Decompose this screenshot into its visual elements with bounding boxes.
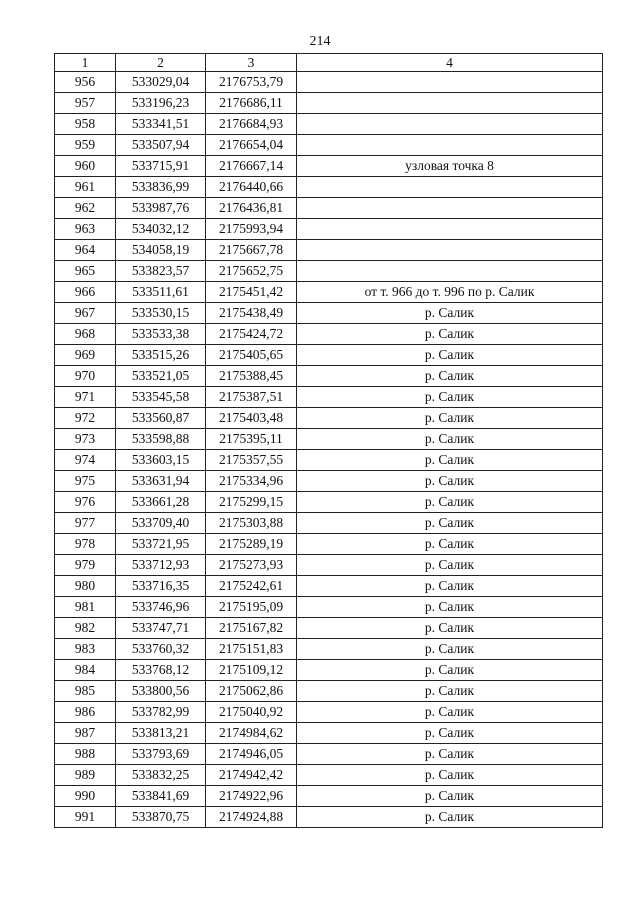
description-cell: узловая точка 8 [297, 156, 603, 177]
point-number-cell: 969 [55, 345, 116, 366]
y-coordinate-cell: 2175242,61 [206, 576, 297, 597]
y-coordinate-cell: 2175993,94 [206, 219, 297, 240]
table-row [55, 303, 603, 324]
y-coordinate-cell: 2176667,14 [206, 156, 297, 177]
point-number-cell: 959 [55, 135, 116, 156]
y-coordinate-cell: 2175334,96 [206, 471, 297, 492]
table-row [55, 660, 603, 681]
point-number-cell: 981 [55, 597, 116, 618]
y-coordinate-cell: 2174984,62 [206, 723, 297, 744]
description-cell: р. Салик [297, 471, 603, 492]
description-cell [297, 72, 603, 93]
y-coordinate-cell: 2175040,92 [206, 702, 297, 723]
table-row [55, 177, 603, 198]
table-row [55, 723, 603, 744]
point-number-cell: 967 [55, 303, 116, 324]
description-cell [297, 219, 603, 240]
y-coordinate-cell: 2175451,42 [206, 282, 297, 303]
header-cell-x-coordinate: 2 [116, 54, 206, 72]
description-cell [297, 261, 603, 282]
x-coordinate-cell: 533661,28 [116, 492, 206, 513]
point-number-cell: 988 [55, 744, 116, 765]
point-number-cell: 983 [55, 639, 116, 660]
table-header [55, 54, 603, 72]
y-coordinate-cell: 2174946,05 [206, 744, 297, 765]
table-row [55, 702, 603, 723]
x-coordinate-cell: 533709,40 [116, 513, 206, 534]
description-cell: р. Салик [297, 681, 603, 702]
y-coordinate-cell: 2176436,81 [206, 198, 297, 219]
table-row [55, 492, 603, 513]
description-cell: р. Салик [297, 807, 603, 828]
table-row [55, 786, 603, 807]
x-coordinate-cell: 533747,71 [116, 618, 206, 639]
x-coordinate-cell: 533987,76 [116, 198, 206, 219]
table-row [55, 198, 603, 219]
point-number-cell: 972 [55, 408, 116, 429]
x-coordinate-cell: 533530,15 [116, 303, 206, 324]
x-coordinate-cell: 534058,19 [116, 240, 206, 261]
description-cell [297, 198, 603, 219]
description-cell: от т. 966 до т. 996 по р. Салик [297, 282, 603, 303]
description-cell: р. Салик [297, 366, 603, 387]
y-coordinate-cell: 2176686,11 [206, 93, 297, 114]
y-coordinate-cell: 2175289,19 [206, 534, 297, 555]
x-coordinate-cell: 533560,87 [116, 408, 206, 429]
x-coordinate-cell: 533746,96 [116, 597, 206, 618]
table-row [55, 429, 603, 450]
x-coordinate-cell: 533545,58 [116, 387, 206, 408]
table-row [55, 408, 603, 429]
x-coordinate-cell: 533521,05 [116, 366, 206, 387]
y-coordinate-cell: 2175273,93 [206, 555, 297, 576]
point-number-cell: 960 [55, 156, 116, 177]
table-row [55, 639, 603, 660]
y-coordinate-cell: 2176753,79 [206, 72, 297, 93]
header-row [55, 54, 603, 72]
x-coordinate-cell: 533721,95 [116, 534, 206, 555]
description-cell: р. Салик [297, 597, 603, 618]
y-coordinate-cell: 2175387,51 [206, 387, 297, 408]
x-coordinate-cell: 533823,57 [116, 261, 206, 282]
x-coordinate-cell: 533813,21 [116, 723, 206, 744]
point-number-cell: 977 [55, 513, 116, 534]
y-coordinate-cell: 2175667,78 [206, 240, 297, 261]
description-cell: р. Салик [297, 408, 603, 429]
x-coordinate-cell: 533533,38 [116, 324, 206, 345]
table-body [55, 72, 603, 828]
x-coordinate-cell: 533870,75 [116, 807, 206, 828]
table-row [55, 534, 603, 555]
x-coordinate-cell: 534032,12 [116, 219, 206, 240]
x-coordinate-cell: 533598,88 [116, 429, 206, 450]
x-coordinate-cell: 533196,23 [116, 93, 206, 114]
y-coordinate-cell: 2175388,45 [206, 366, 297, 387]
x-coordinate-cell: 533800,56 [116, 681, 206, 702]
x-coordinate-cell: 533029,04 [116, 72, 206, 93]
description-cell [297, 177, 603, 198]
x-coordinate-cell: 533511,61 [116, 282, 206, 303]
table-row [55, 114, 603, 135]
point-number-cell: 956 [55, 72, 116, 93]
description-cell: р. Салик [297, 744, 603, 765]
y-coordinate-cell: 2175167,82 [206, 618, 297, 639]
table-row [55, 513, 603, 534]
table-row [55, 450, 603, 471]
y-coordinate-cell: 2175303,88 [206, 513, 297, 534]
point-number-cell: 991 [55, 807, 116, 828]
table-row [55, 345, 603, 366]
point-number-cell: 989 [55, 765, 116, 786]
x-coordinate-cell: 533841,69 [116, 786, 206, 807]
point-number-cell: 962 [55, 198, 116, 219]
table-row [55, 366, 603, 387]
point-number-cell: 976 [55, 492, 116, 513]
y-coordinate-cell: 2175357,55 [206, 450, 297, 471]
point-number-cell: 975 [55, 471, 116, 492]
description-cell: р. Салик [297, 723, 603, 744]
y-coordinate-cell: 2175195,09 [206, 597, 297, 618]
point-number-cell: 961 [55, 177, 116, 198]
point-number-cell: 970 [55, 366, 116, 387]
table-row [55, 156, 603, 177]
table-row [55, 555, 603, 576]
x-coordinate-cell: 533782,99 [116, 702, 206, 723]
description-cell: р. Салик [297, 450, 603, 471]
point-number-cell: 986 [55, 702, 116, 723]
description-cell: р. Салик [297, 660, 603, 681]
table-row [55, 618, 603, 639]
table-row [55, 576, 603, 597]
table-row [55, 240, 603, 261]
x-coordinate-cell: 533515,26 [116, 345, 206, 366]
y-coordinate-cell: 2175652,75 [206, 261, 297, 282]
header-cell-description: 4 [297, 54, 603, 72]
table-row [55, 597, 603, 618]
y-coordinate-cell: 2175403,48 [206, 408, 297, 429]
y-coordinate-cell: 2175395,11 [206, 429, 297, 450]
table-row [55, 681, 603, 702]
y-coordinate-cell: 2175438,49 [206, 303, 297, 324]
table-row [55, 765, 603, 786]
x-coordinate-cell: 533603,15 [116, 450, 206, 471]
table-row [55, 282, 603, 303]
description-cell: р. Салик [297, 639, 603, 660]
point-number-cell: 980 [55, 576, 116, 597]
table-row [55, 135, 603, 156]
point-number-cell: 978 [55, 534, 116, 555]
description-cell: р. Салик [297, 345, 603, 366]
point-number-cell: 966 [55, 282, 116, 303]
description-cell: р. Салик [297, 387, 603, 408]
description-cell: р. Салик [297, 534, 603, 555]
description-cell [297, 135, 603, 156]
table-row [55, 324, 603, 345]
description-cell: р. Салик [297, 513, 603, 534]
point-number-cell: 985 [55, 681, 116, 702]
y-coordinate-cell: 2176654,04 [206, 135, 297, 156]
x-coordinate-cell: 533760,32 [116, 639, 206, 660]
point-number-cell: 987 [55, 723, 116, 744]
y-coordinate-cell: 2175062,86 [206, 681, 297, 702]
y-coordinate-cell: 2176684,93 [206, 114, 297, 135]
y-coordinate-cell: 2175151,83 [206, 639, 297, 660]
description-cell: р. Салик [297, 576, 603, 597]
point-number-cell: 982 [55, 618, 116, 639]
x-coordinate-cell: 533836,99 [116, 177, 206, 198]
point-number-cell: 973 [55, 429, 116, 450]
table-row [55, 807, 603, 828]
table-row [55, 72, 603, 93]
x-coordinate-cell: 533768,12 [116, 660, 206, 681]
description-cell [297, 93, 603, 114]
table-row [55, 744, 603, 765]
y-coordinate-cell: 2175109,12 [206, 660, 297, 681]
point-number-cell: 990 [55, 786, 116, 807]
x-coordinate-cell: 533793,69 [116, 744, 206, 765]
y-coordinate-cell: 2174942,42 [206, 765, 297, 786]
coordinates-table [54, 53, 603, 828]
table-row [55, 471, 603, 492]
x-coordinate-cell: 533341,51 [116, 114, 206, 135]
point-number-cell: 958 [55, 114, 116, 135]
point-number-cell: 963 [55, 219, 116, 240]
y-coordinate-cell: 2174924,88 [206, 807, 297, 828]
table-row [55, 219, 603, 240]
description-cell: р. Салик [297, 702, 603, 723]
description-cell: р. Салик [297, 618, 603, 639]
point-number-cell: 974 [55, 450, 116, 471]
x-coordinate-cell: 533712,93 [116, 555, 206, 576]
description-cell [297, 240, 603, 261]
x-coordinate-cell: 533715,91 [116, 156, 206, 177]
table-row [55, 387, 603, 408]
point-number-cell: 979 [55, 555, 116, 576]
x-coordinate-cell: 533716,35 [116, 576, 206, 597]
y-coordinate-cell: 2176440,66 [206, 177, 297, 198]
description-cell: р. Салик [297, 324, 603, 345]
description-cell: р. Салик [297, 303, 603, 324]
y-coordinate-cell: 2175299,15 [206, 492, 297, 513]
description-cell: р. Салик [297, 492, 603, 513]
description-cell: р. Салик [297, 786, 603, 807]
description-cell: р. Салик [297, 555, 603, 576]
description-cell: р. Салик [297, 765, 603, 786]
point-number-cell: 984 [55, 660, 116, 681]
point-number-cell: 968 [55, 324, 116, 345]
x-coordinate-cell: 533631,94 [116, 471, 206, 492]
header-cell-y-coordinate: 3 [206, 54, 297, 72]
y-coordinate-cell: 2175424,72 [206, 324, 297, 345]
point-number-cell: 971 [55, 387, 116, 408]
point-number-cell: 965 [55, 261, 116, 282]
description-cell: р. Салик [297, 429, 603, 450]
point-number-cell: 964 [55, 240, 116, 261]
x-coordinate-cell: 533832,25 [116, 765, 206, 786]
y-coordinate-cell: 2175405,65 [206, 345, 297, 366]
y-coordinate-cell: 2174922,96 [206, 786, 297, 807]
page-number: 214 [309, 34, 331, 49]
x-coordinate-cell: 533507,94 [116, 135, 206, 156]
table-row [55, 93, 603, 114]
description-cell [297, 114, 603, 135]
table-row [55, 261, 603, 282]
header-cell-point-number: 1 [55, 54, 116, 72]
point-number-cell: 957 [55, 93, 116, 114]
